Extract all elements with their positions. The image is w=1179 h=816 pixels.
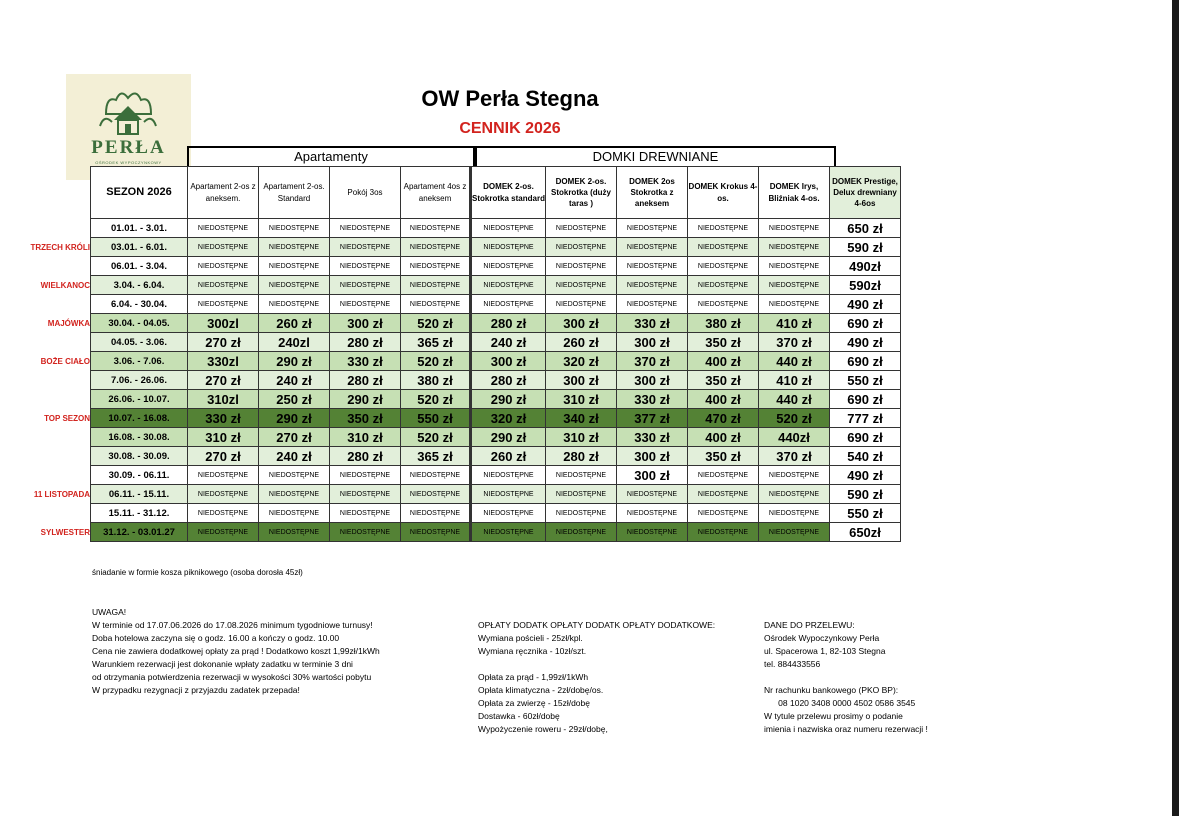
col-domek-krokus: DOMEK Krokus 4-os.: [688, 167, 759, 219]
note-line: Ośrodek Wypoczynkowy Perła: [764, 633, 880, 643]
price-cell: NIEDOSTĘPNE: [330, 257, 401, 276]
price-cell: NIEDOSTĘPNE: [472, 257, 546, 276]
note-line: OPŁATY DODATK OPŁATY DODATK OPŁATY DODATKOWE:: [478, 620, 716, 630]
price-cell: 300 zł: [472, 352, 546, 371]
price-cell: 310 zł: [546, 428, 617, 447]
price-cell: NIEDOSTĘPNE: [617, 238, 688, 257]
price-cell: 370 zł: [759, 333, 830, 352]
notes-payment-details: [764, 619, 928, 736]
col-pokoj-3os: Pokój 3os: [330, 167, 401, 219]
price-cell: 520 zł: [401, 314, 472, 333]
price-cell: 365 zł: [401, 333, 472, 352]
price-cell: NIEDOSTĘPNE: [401, 219, 472, 238]
col-apartament-2os-standard: Apartament 2-os. Standard: [259, 167, 330, 219]
price-cell: 590 zł: [830, 485, 901, 504]
price-cell: 440 zł: [759, 352, 830, 371]
price-cell: NIEDOSTĘPNE: [759, 219, 830, 238]
price-cell: 250 zł: [259, 390, 330, 409]
price-table: [90, 166, 901, 542]
price-cell: NIEDOSTĘPNE: [617, 523, 688, 542]
price-cell: NIEDOSTĘPNE: [472, 238, 546, 257]
note-line: Opłata za zwierzę - 15zł/dobę: [478, 698, 590, 708]
price-cell: 520 zł: [401, 390, 472, 409]
col-domek-stokrotka-duzy-taras: DOMEK 2-os. Stokrotka (duży taras ): [546, 167, 617, 219]
price-cell: NIEDOSTĘPNE: [759, 257, 830, 276]
price-cell: 240zl: [259, 333, 330, 352]
price-cell: NIEDOSTĘPNE: [759, 466, 830, 485]
price-cell: NIEDOSTĘPNE: [759, 295, 830, 314]
note-line: [764, 671, 928, 684]
price-cell: 410 zł: [759, 314, 830, 333]
price-cell: NIEDOSTĘPNE: [330, 466, 401, 485]
price-cell: NIEDOSTĘPNE: [259, 276, 330, 295]
price-cell: 280 zł: [472, 371, 546, 390]
price-cell: NIEDOSTĘPNE: [188, 295, 259, 314]
price-cell: NIEDOSTĘPNE: [259, 485, 330, 504]
price-cell: 380 zł: [401, 371, 472, 390]
price-cell: 690 zł: [830, 390, 901, 409]
holiday-label: TRZECH KRÓLI: [30, 243, 90, 252]
price-cell: NIEDOSTĘPNE: [688, 257, 759, 276]
season-dates: 26.06. - 10.07.: [91, 390, 188, 409]
note-line: Wypożyczenie roweru - 29zł/dobę,: [478, 724, 608, 734]
price-cell: 550 zł: [830, 504, 901, 523]
season-dates: 30.04. - 04.05.: [91, 314, 188, 333]
price-cell: 310 zł: [330, 428, 401, 447]
price-cell: NIEDOSTĘPNE: [401, 523, 472, 542]
price-cell: NIEDOSTĘPNE: [759, 276, 830, 295]
note-line: tel. 884433556: [764, 659, 821, 669]
price-cell: 330 zł: [617, 390, 688, 409]
holiday-label: 11 LISTOPADA: [33, 490, 90, 499]
note-line: od otrzymania potwierdzenia rezerwacji w wysokości 30% wartości pobytu: [92, 672, 372, 682]
price-cell: NIEDOSTĘPNE: [330, 523, 401, 542]
price-cell: NIEDOSTĘPNE: [688, 466, 759, 485]
logo-subtext: OŚRODEK WYPOCZYNKOWY: [95, 160, 162, 165]
price-cell: NIEDOSTĘPNE: [330, 504, 401, 523]
price-cell: NIEDOSTĘPNE: [188, 276, 259, 295]
holiday-label: BOŻE CIAŁO: [40, 357, 90, 366]
price-cell: NIEDOSTĘPNE: [759, 485, 830, 504]
note-line: Wymiana ręcznika - 10zł/szt.: [478, 646, 587, 656]
price-cell: 490zł: [830, 257, 901, 276]
price-cell: NIEDOSTĘPNE: [259, 238, 330, 257]
price-cell: NIEDOSTĘPNE: [617, 276, 688, 295]
price-cell: 330 zł: [617, 428, 688, 447]
price-cell: 340 zł: [546, 409, 617, 428]
price-cell: NIEDOSTĘPNE: [259, 523, 330, 542]
price-cell: NIEDOSTĘPNE: [759, 523, 830, 542]
price-cell: 260 zł: [259, 314, 330, 333]
price-cell: NIEDOSTĘPNE: [401, 276, 472, 295]
price-cell: NIEDOSTĘPNE: [472, 485, 546, 504]
price-cell: 520 zł: [401, 428, 472, 447]
season-dates: 3.06. - 7.06.: [91, 352, 188, 371]
price-cell: 280 zł: [330, 447, 401, 466]
price-cell: NIEDOSTĘPNE: [259, 295, 330, 314]
price-cell: 300 zł: [546, 314, 617, 333]
note-line: ul. Spacerowa 1, 82-103 Stegna: [764, 646, 886, 656]
note-line: W tytule przelewu prosimy o podanie: [764, 711, 903, 721]
price-cell: 350 zł: [688, 371, 759, 390]
price-cell: 490 zł: [830, 333, 901, 352]
price-cell: NIEDOSTĘPNE: [546, 257, 617, 276]
price-cell: NIEDOSTĘPNE: [472, 219, 546, 238]
price-cell: 280 zł: [330, 333, 401, 352]
page-subtitle: CENNIK 2026: [459, 120, 561, 137]
group-houses: DOMKI DREWNIANE: [475, 146, 836, 168]
holiday-label: TOP SEZON: [44, 414, 90, 423]
note-line: DANE DO PRZELEWU:: [764, 620, 855, 630]
notes-additional-fees: [478, 619, 715, 736]
price-cell: 400 zł: [688, 390, 759, 409]
price-cell: NIEDOSTĘPNE: [188, 257, 259, 276]
price-cell: NIEDOSTĘPNE: [617, 257, 688, 276]
price-cell: NIEDOSTĘPNE: [546, 504, 617, 523]
season-dates: 01.01. - 3.01.: [91, 219, 188, 238]
price-cell: 540 zł: [830, 447, 901, 466]
col-domek-stokrotka-aneks: DOMEK 2os Stokrotka z aneksem: [617, 167, 688, 219]
price-cell: NIEDOSTĘPNE: [688, 485, 759, 504]
breakfast-note: śniadanie w formie kosza piknikowego (osoba dorosła 45zł): [92, 568, 303, 577]
price-cell: NIEDOSTĘPNE: [546, 238, 617, 257]
price-cell: 400 zł: [688, 428, 759, 447]
price-cell: 520 zł: [759, 409, 830, 428]
note-line: imienia i nazwiska oraz numeru rezerwacji !: [764, 724, 928, 734]
holiday-label: WIELKANOC: [40, 281, 90, 290]
price-cell: 330zl: [188, 352, 259, 371]
season-dates: 16.08. - 30.08.: [91, 428, 188, 447]
price-cell: 490 zł: [830, 466, 901, 485]
price-cell: 440zł: [759, 428, 830, 447]
price-cell: 300 zł: [617, 333, 688, 352]
price-cell: NIEDOSTĘPNE: [688, 238, 759, 257]
price-cell: 300 zł: [330, 314, 401, 333]
price-cell: NIEDOSTĘPNE: [472, 466, 546, 485]
price-cell: 320 zł: [472, 409, 546, 428]
price-cell: NIEDOSTĘPNE: [688, 295, 759, 314]
price-cell: NIEDOSTĘPNE: [401, 485, 472, 504]
page-title: OW Perła Stegna: [421, 86, 599, 111]
col-domek-prestige-delux: DOMEK Prestige, Delux drewniany 4-6os: [830, 167, 901, 219]
season-dates: 7.06. - 26.06.: [91, 371, 188, 390]
price-cell: 240 zł: [259, 447, 330, 466]
price-cell: NIEDOSTĘPNE: [188, 466, 259, 485]
price-cell: NIEDOSTĘPNE: [617, 219, 688, 238]
price-cell: NIEDOSTĘPNE: [472, 504, 546, 523]
price-cell: NIEDOSTĘPNE: [617, 295, 688, 314]
price-cell: 310zl: [188, 390, 259, 409]
logo-wordmark: PERŁA: [91, 137, 166, 158]
price-cell: 290 zł: [472, 428, 546, 447]
note-line: Cena nie zawiera dodatkowej opłaty za prąd ! Dodatkowo koszt 1,99zł/1kWh: [92, 646, 380, 656]
season-dates: 10.07. - 16.08.: [91, 409, 188, 428]
price-cell: NIEDOSTĘPNE: [259, 257, 330, 276]
price-cell: NIEDOSTĘPNE: [546, 276, 617, 295]
price-cell: NIEDOSTĘPNE: [546, 219, 617, 238]
price-cell: 300zl: [188, 314, 259, 333]
price-cell: 370 zł: [759, 447, 830, 466]
note-line: 08 1020 3408 0000 4502 0586 3545: [764, 698, 916, 708]
price-cell: NIEDOSTĘPNE: [259, 219, 330, 238]
price-cell: NIEDOSTĘPNE: [688, 504, 759, 523]
price-cell: NIEDOSTĘPNE: [330, 276, 401, 295]
note-line: Dostawka - 60zł/dobę: [478, 711, 560, 721]
price-cell: NIEDOSTĘPNE: [472, 276, 546, 295]
price-cell: 330 zł: [330, 352, 401, 371]
price-cell: NIEDOSTĘPNE: [546, 295, 617, 314]
price-cell: 330 zł: [188, 409, 259, 428]
price-cell: 550 zł: [401, 409, 472, 428]
season-dates: 04.05. - 3.06.: [91, 333, 188, 352]
price-cell: 590 zł: [830, 238, 901, 257]
price-cell: NIEDOSTĘPNE: [617, 504, 688, 523]
logo: [66, 74, 191, 180]
price-cell: 330 zł: [617, 314, 688, 333]
price-cell: 650zł: [830, 523, 901, 542]
page-edge: [1172, 0, 1179, 816]
note-line: W terminie od 17.07.06.2026 do 17.08.2026 minimum tygodniowe turnusy!: [92, 620, 373, 630]
season-dates: 3.04. - 6.04.: [91, 276, 188, 295]
price-cell: 520 zł: [401, 352, 472, 371]
price-cell: 320 zł: [546, 352, 617, 371]
season-dates: 03.01. - 6.01.: [91, 238, 188, 257]
price-cell: 490 zł: [830, 295, 901, 314]
price-cell: NIEDOSTĘPNE: [759, 504, 830, 523]
price-cell: 470 zł: [688, 409, 759, 428]
price-cell: NIEDOSTĘPNE: [330, 219, 401, 238]
price-cell: NIEDOSTĘPNE: [401, 238, 472, 257]
price-cell: NIEDOSTĘPNE: [472, 523, 546, 542]
price-cell: 690 zł: [830, 352, 901, 371]
price-cell: NIEDOSTĘPNE: [188, 219, 259, 238]
price-cell: 410 zł: [759, 371, 830, 390]
price-cell: NIEDOSTĘPNE: [472, 295, 546, 314]
note-line: [478, 658, 715, 671]
price-cell: NIEDOSTĘPNE: [330, 485, 401, 504]
price-cell: NIEDOSTĘPNE: [688, 219, 759, 238]
price-cell: NIEDOSTĘPNE: [688, 276, 759, 295]
price-cell: 650 zł: [830, 219, 901, 238]
season-dates: 31.12. - 03.01.27: [91, 523, 188, 542]
price-cell: NIEDOSTĘPNE: [688, 523, 759, 542]
price-cell: 300 zł: [617, 447, 688, 466]
price-cell: 260 zł: [546, 333, 617, 352]
price-cell: 260 zł: [472, 447, 546, 466]
price-cell: 240 zł: [472, 333, 546, 352]
note-line: Wymiana pościeli - 25zł/kpl.: [478, 633, 583, 643]
price-cell: 240 zł: [259, 371, 330, 390]
note-line: Doba hotelowa zaczyna się o godz. 16.00 a kończy o godz. 10.00: [92, 633, 340, 643]
price-cell: NIEDOSTĘPNE: [759, 238, 830, 257]
season-dates: 30.09. - 06.11.: [91, 466, 188, 485]
price-cell: 290 zł: [330, 390, 401, 409]
price-cell: 300 zł: [617, 466, 688, 485]
price-cell: NIEDOSTĘPNE: [546, 485, 617, 504]
price-cell: 350 zł: [330, 409, 401, 428]
price-cell: NIEDOSTĘPNE: [330, 295, 401, 314]
price-cell: 370 zł: [617, 352, 688, 371]
price-cell: 590zł: [830, 276, 901, 295]
season-dates: 15.11. - 31.12.: [91, 504, 188, 523]
price-cell: NIEDOSTĘPNE: [401, 504, 472, 523]
col-apartament-4os-aneks: Apartament 4os z aneksem: [401, 167, 472, 219]
price-cell: 270 zł: [188, 447, 259, 466]
price-cell: 300 zł: [617, 371, 688, 390]
price-cell: NIEDOSTĘPNE: [330, 238, 401, 257]
price-cell: 290 zł: [472, 390, 546, 409]
price-cell: 310 zł: [546, 390, 617, 409]
col-domek-stokrotka-standard: DOMEK 2-os. Stokrotka standard: [472, 167, 546, 219]
note-line: UWAGA!: [92, 607, 127, 617]
price-cell: 290 zł: [259, 352, 330, 371]
note-line: Opłata za prąd - 1,99zł/1kWh: [478, 672, 589, 682]
season-dates: 06.11. - 15.11.: [91, 485, 188, 504]
note-line: W przypadku rezygnacji z przyjazdu zadatek przepada!: [92, 685, 300, 695]
price-cell: 440 zł: [759, 390, 830, 409]
note-line: Warunkiem rezerwacji jest dokonanie wpłaty zadatku w terminie 3 dni: [92, 659, 353, 669]
note-line: Opłata klimatyczna - 2zł/dobę/os.: [478, 685, 604, 695]
group-apartments: Apartamenty: [187, 146, 475, 168]
price-cell: NIEDOSTĘPNE: [259, 504, 330, 523]
price-cell: 290 zł: [259, 409, 330, 428]
price-cell: 350 zł: [688, 333, 759, 352]
notes-uwaga: [92, 606, 380, 697]
col-domek-irys-blizniak: DOMEK Irys, Bliźniak 4-os.: [759, 167, 830, 219]
price-cell: 270 zł: [188, 333, 259, 352]
price-cell: NIEDOSTĘPNE: [188, 238, 259, 257]
price-cell: 365 zł: [401, 447, 472, 466]
price-cell: 690 zł: [830, 314, 901, 333]
season-dates: 06.01. - 3.04.: [91, 257, 188, 276]
price-cell: 280 zł: [546, 447, 617, 466]
price-cell: 270 zł: [188, 371, 259, 390]
price-cell: NIEDOSTĘPNE: [401, 257, 472, 276]
price-cell: NIEDOSTĘPNE: [259, 466, 330, 485]
price-cell: NIEDOSTĘPNE: [188, 485, 259, 504]
price-cell: NIEDOSTĘPNE: [188, 523, 259, 542]
price-cell: NIEDOSTĘPNE: [401, 295, 472, 314]
col-apartament-2os-aneks: Apartament 2-os z aneksem.: [188, 167, 259, 219]
price-cell: 270 zł: [259, 428, 330, 447]
note-line: Nr rachunku bankowego (PKO BP):: [764, 685, 899, 695]
price-cell: NIEDOSTĘPNE: [188, 504, 259, 523]
price-cell: 777 zł: [830, 409, 901, 428]
price-cell: 690 zł: [830, 428, 901, 447]
price-cell: 300 zł: [546, 371, 617, 390]
price-cell: 310 zł: [188, 428, 259, 447]
price-cell: 280 zł: [330, 371, 401, 390]
season-header: SEZON 2026: [91, 167, 188, 219]
price-cell: 380 zł: [688, 314, 759, 333]
holiday-label: MAJÓWKA: [47, 319, 90, 328]
price-cell: NIEDOSTĘPNE: [617, 485, 688, 504]
season-dates: 6.04. - 30.04.: [91, 295, 188, 314]
price-cell: 550 zł: [830, 371, 901, 390]
price-cell: NIEDOSTĘPNE: [401, 466, 472, 485]
season-dates: 30.08. - 30.09.: [91, 447, 188, 466]
price-cell: 377 zł: [617, 409, 688, 428]
price-cell: 280 zł: [472, 314, 546, 333]
price-cell: 400 zł: [688, 352, 759, 371]
price-cell: NIEDOSTĘPNE: [546, 523, 617, 542]
holiday-label: SYLWESTER: [40, 528, 90, 537]
price-cell: 350 zł: [688, 447, 759, 466]
price-cell: NIEDOSTĘPNE: [546, 466, 617, 485]
